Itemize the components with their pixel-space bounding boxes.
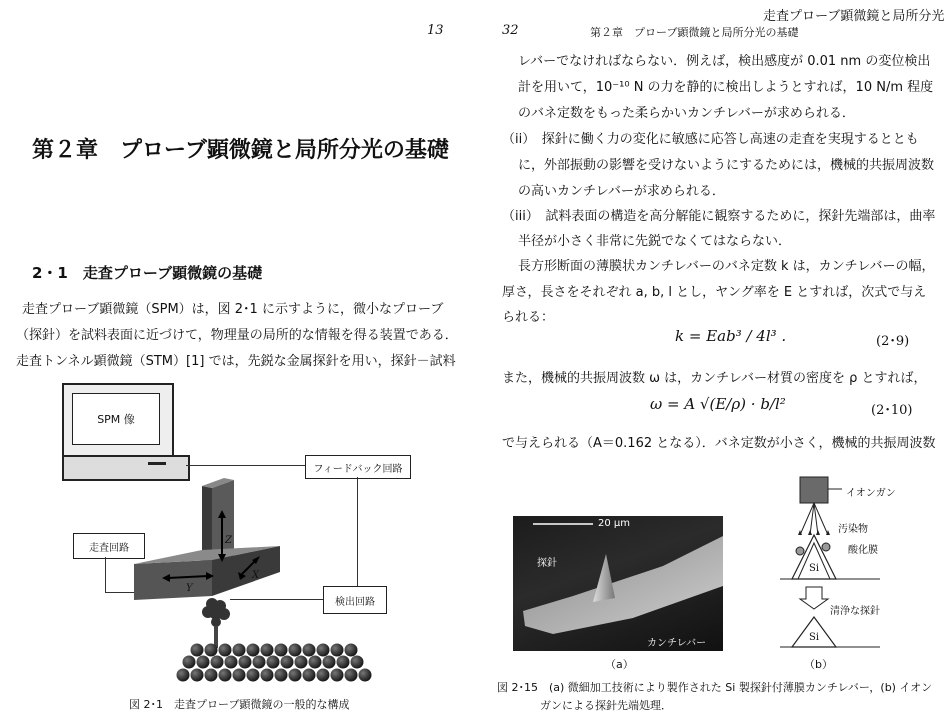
text-line: レバーでなければならない．例えば，検出感度が 0.01 nm の変位検出 [518,54,931,69]
figure-2-15-caption-line2: ガンによる探針先端処理． [540,699,672,712]
figure-2-15-caption-line1: 図 2･15 (a) 微細加工技術により製作された Si 製探針付薄膜カンチレバー，(b) イオン [497,681,933,694]
cantilever-illustration [513,516,723,651]
detect-label: 検出回路 [335,596,375,608]
section-title: 2・1 走査プローブ顕微鏡の基礎 [32,264,263,282]
text-line: のバネ定数をもった柔らかいカンチレバーが求められる． [518,106,855,121]
contaminant-label: 汚染物 [838,524,868,535]
axis-x-label: X [252,570,260,581]
tip-label: 探針 [537,558,557,569]
equation-2-9: k = Eab³ / 4l³ . [675,327,787,345]
equation-2-10-number: (2･10) [871,403,913,418]
paragraph-line: 走査プローブ顕微鏡（SPM）は，図 2･1 に示すように，微小なプローブ [22,302,444,317]
equation-2-9-number: (2･9) [876,334,910,349]
text-line: （ii） 探針に働く力の変化に敏感に応答し高速の走査を実現するととも [502,132,919,147]
si-label-2: Si [809,632,820,643]
si-label: Si [809,563,820,574]
text-line: 長方形断面の薄膜状カンチレバーのバネ定数 k は，カンチレバーの幅， [518,259,935,274]
ion-gun-icon [800,477,828,503]
wire [186,465,305,466]
right-page-number: 32 [502,23,519,38]
running-header: 走査プローブ顕微鏡と局所分光 [763,9,945,24]
monitor-label: SPM 像 [97,413,135,426]
cantilever-label: カンチレバー [647,638,707,649]
text-line: で与えられる（A＝0.162 となる）．バネ定数が小さく，機械的共振周波数 [502,436,936,451]
oxide-label: 酸化膜 [848,545,878,556]
figure-2-1-caption: 図 2･1 走査プローブ顕微鏡の一般的な構成 [129,698,350,711]
detect-circuit-box [323,586,387,614]
monitor-screen [72,393,160,445]
wire [357,477,358,586]
sample-atoms-icon [175,642,380,687]
axis-y-label: Y [186,583,193,594]
scan-label: 走査回路 [89,542,129,554]
disk-slot-icon [148,462,166,465]
text-line: の高いカンチレバーが求められる． [518,184,725,199]
subfigure-a-label: （a） [605,658,634,671]
paragraph-line: （探針）を試料表面に近づけて，物理量の局所的な情報を得る装置である． [16,328,458,343]
feedback-label: フィードバック回路 [313,463,403,475]
equation-2-10: ω = A √(E/ρ) · b/l² [650,395,786,413]
subfigure-b-label: （b） [804,658,833,671]
right-page-header: 第２章 プローブ顕微鏡と局所分光の基礎 [590,26,799,39]
text-line: 厚さ，長さをそれぞれ a, b, l とし，ヤング率を E とすれば，次式で与え [502,285,927,300]
text-line: （iii） 試料表面の構造を高分解能に観察するために，探針先端部は，曲率 [502,209,936,224]
text-line: に，外部振動の影響を受けないようにするためには，機械的共振周波数 [518,158,935,173]
text-line: 計を用いて，10⁻¹⁰ N の力を静的に検出しようとすれば，10 N/m 程度 [518,80,934,95]
scale-bar-label: 20 μm [598,518,631,529]
text-line: 半径が小さく非常に先鋭でなくてはならない． [518,234,792,249]
clean-tip-label: 清浄な探針 [830,606,880,617]
chapter-title: 第２章 プローブ顕微鏡と局所分光の基礎 [32,138,449,163]
ion-gun-label: イオンガン [846,488,896,499]
axis-z-label: Z [225,535,232,546]
wire [105,557,106,592]
text-line: られる： [502,310,555,325]
cantilever-photo [513,516,723,651]
left-page-number: 13 [427,23,444,38]
paragraph-line: 走査トンネル顕微鏡（STM）[1] では，先鋭な金属探針を用い，探針－試料 [16,354,456,369]
text-line: また，機械的共振周波数 ω は，カンチレバー材質の密度を ρ とすれば， [502,371,927,386]
ion-gun-diagram [770,475,890,655]
